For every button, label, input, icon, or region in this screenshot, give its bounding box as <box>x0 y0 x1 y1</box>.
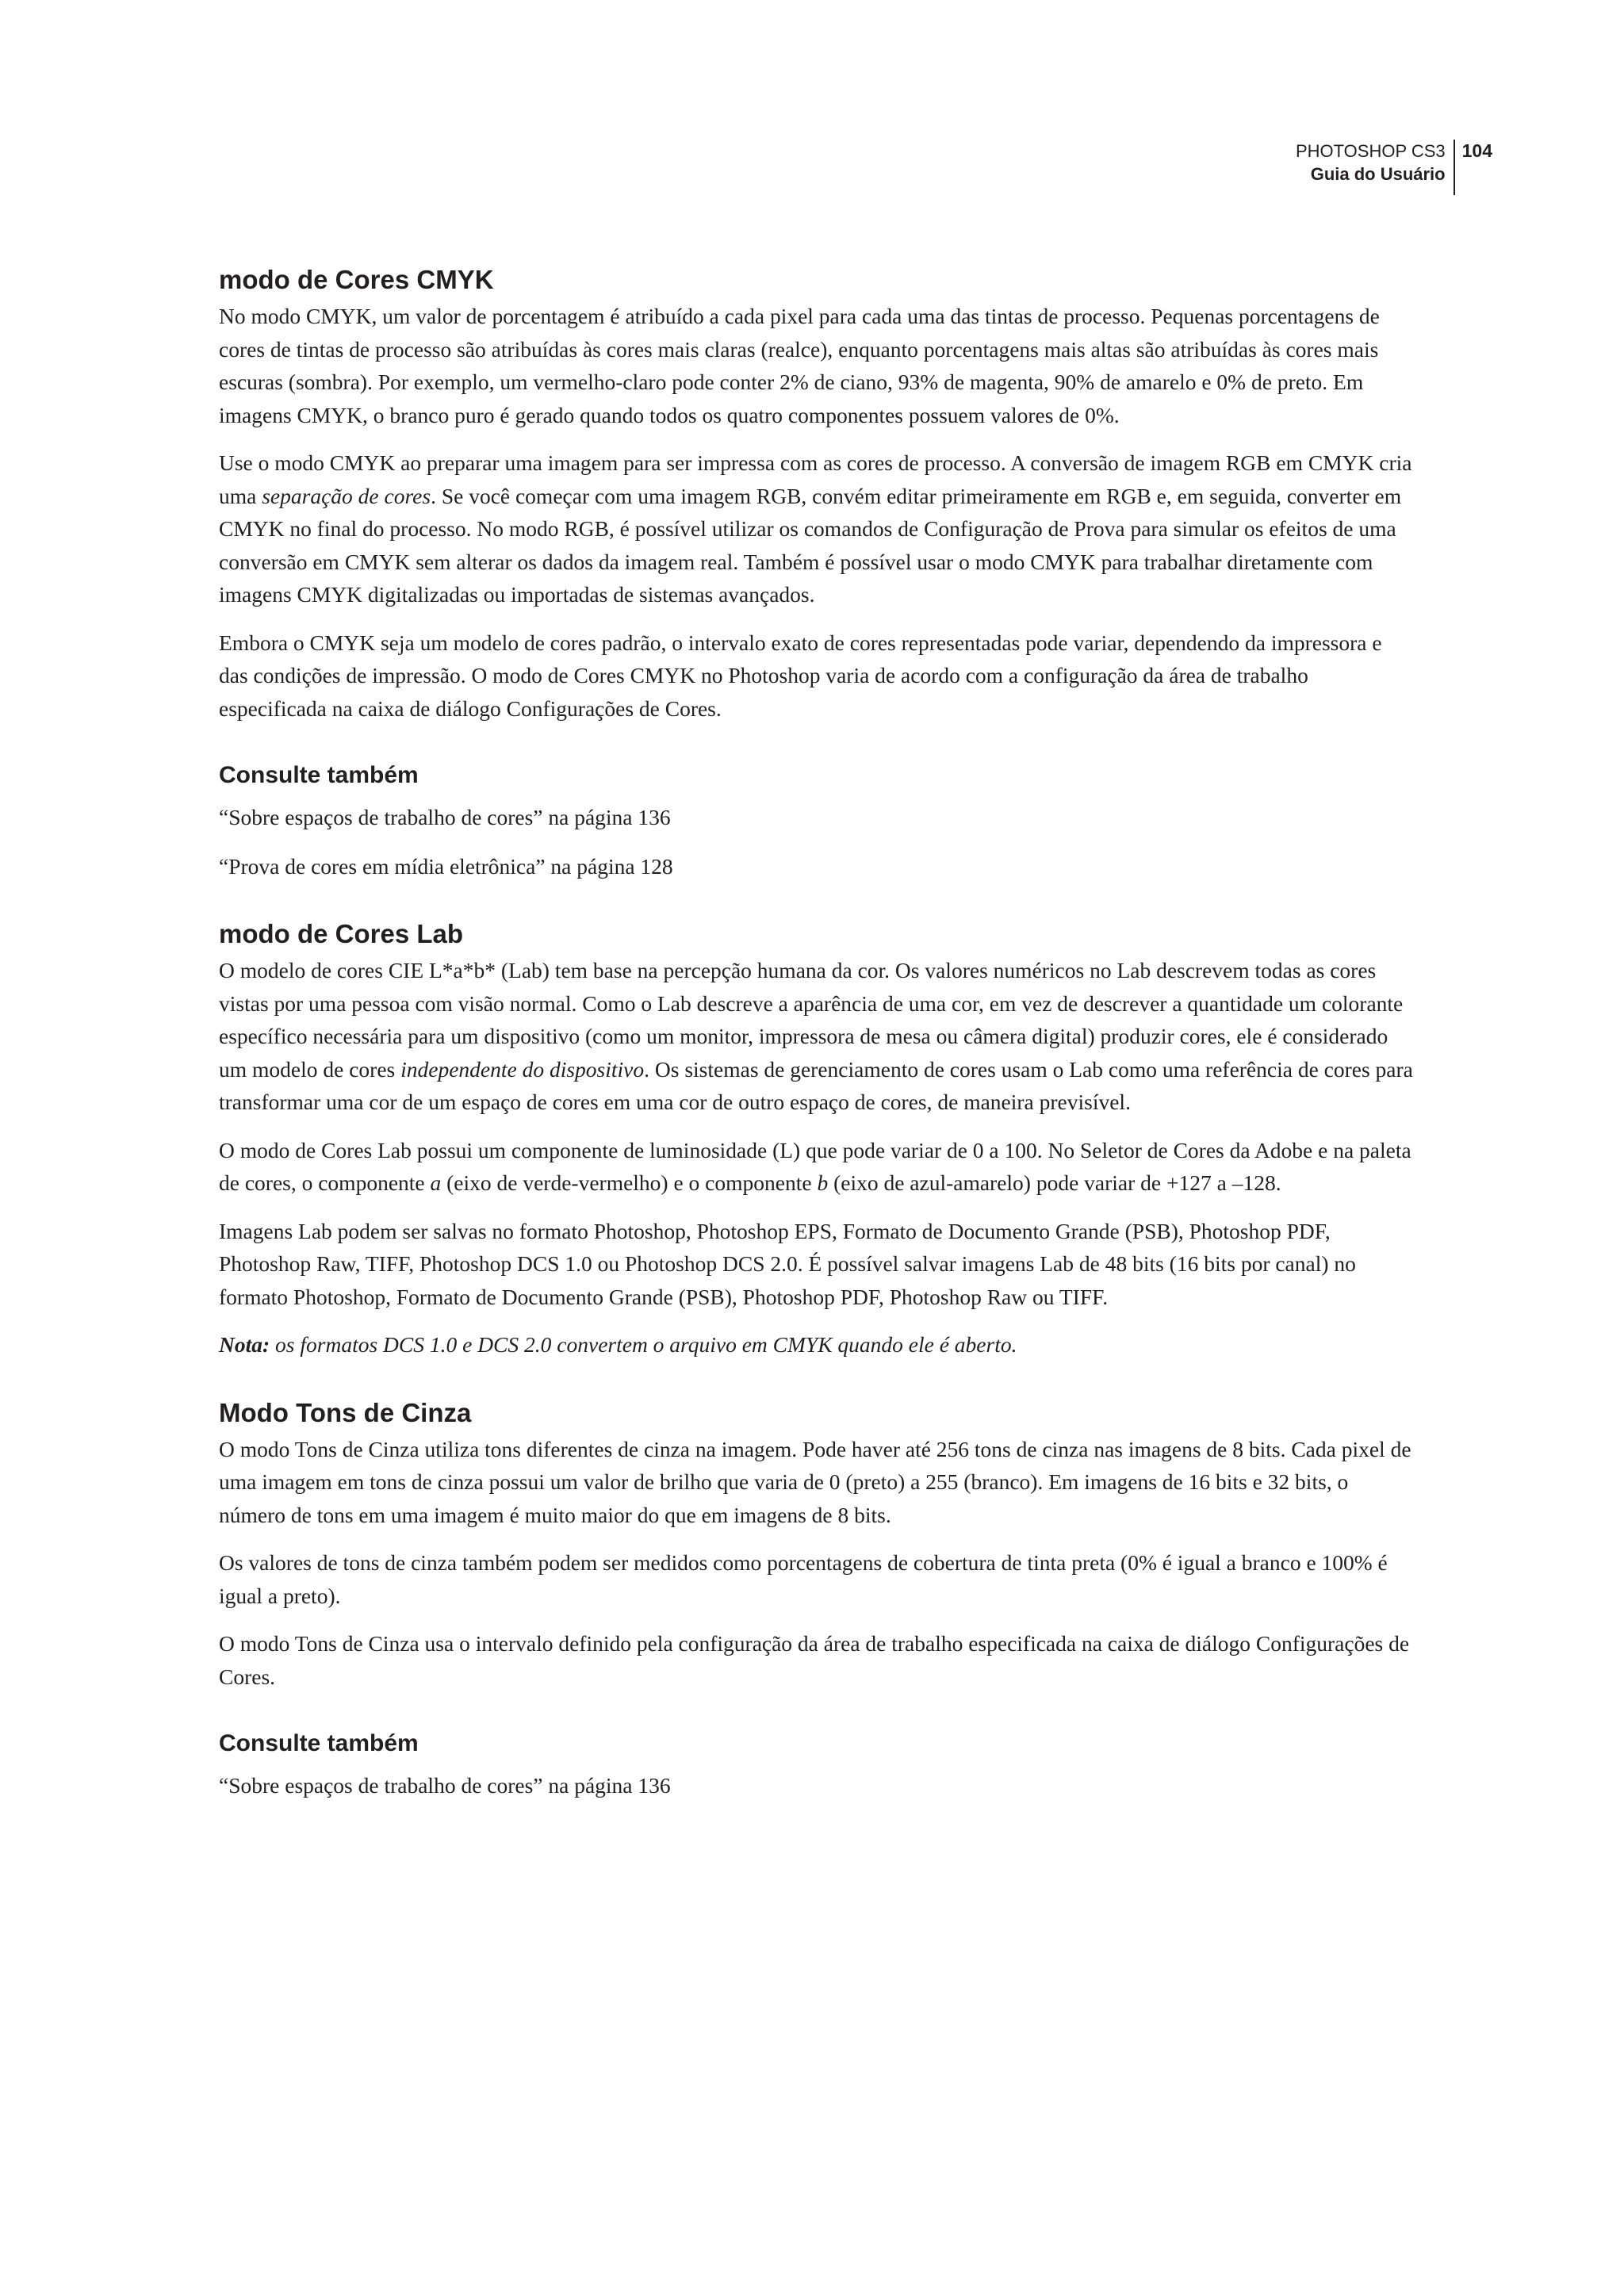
text-run: O modelo de cores CIE L*a*b* (Lab) tem base na percepção humana da cor. Os valores numéricos no Lab descrevem todas as cores vistas por uma pessoa com visão normal. Como o Lab descreve a aparência de uma cor, em vez de descrever a quantidade um colorante específico necessária para um dispositivo (como um monitor, impressora de mesa ou câmera digital) produzir cores, ele é considerado um modelo de cores <box>219 958 1404 1082</box>
paragraph: O modo Tons de Cinza usa o intervalo definido pela configuração da área de trabalho especificada na caixa de diálogo Configurações de Cores. <box>219 1631 1410 1689</box>
text-run: Use o modo CMYK ao preparar uma imagem para ser impressa com as cores de processo. A conversão de imagem RGB em CMYK cria uma <box>219 450 1412 508</box>
emphasis-text: a <box>430 1170 442 1195</box>
note-text: os formatos DCS 1.0 e DCS 2.0 convertem o arquivo em CMYK quando ele é aberto. <box>270 1332 1017 1357</box>
emphasis-text: independente do dispositivo <box>400 1056 645 1082</box>
emphasis-text: separação de cores <box>262 483 431 508</box>
text-run: . Se você começar com uma imagem RGB, convém editar primeiramente em RGB e, em seguida, converter em CMYK no final do processo. No modo RGB, é possível utilizar os comandos de Configuração de Prova para simular os efeitos de uma conversão em CMYK sem alterar os dados da imagem real. Também é possível usar o modo CMYK para trabalhar diretamente com imagens CMYK digitalizadas ou importadas de sistemas avançados. <box>219 483 1402 607</box>
cross-reference-link[interactable]: “Sobre espaços de trabalho de cores” na página 136 <box>219 805 671 829</box>
paragraph <box>219 1134 1416 1200</box>
paragraph: Os valores de tons de cinza também podem ser medidos como porcentagens de cobertura de tinta preta (0% é igual a branco e 100% é igual a preto). <box>219 1550 1388 1608</box>
section-title-lab: modo de Cores Lab <box>219 919 464 948</box>
guide-name: Guia do Usuário <box>1310 164 1446 184</box>
see-also-title: Consulte também <box>219 1730 419 1756</box>
section-cmyk <box>219 263 1416 725</box>
text-run: . Os sistemas de gerenciamento de cores usam o Lab como uma referência de cores para transformar uma cor de um espaço de cores em uma cor de outro espaço de cores, de maneira previsível. <box>219 1056 1413 1114</box>
running-head <box>1296 140 1492 195</box>
section-title-cmyk: modo de Cores CMYK <box>219 265 494 294</box>
running-head-text <box>1296 140 1454 186</box>
text-run: (eixo de azul-amarelo) pode variar de +127 a –128. <box>828 1170 1281 1195</box>
section-lab <box>219 917 1416 1361</box>
note <box>219 1328 1416 1361</box>
paragraph: O modo Tons de Cinza utiliza tons diferentes de cinza na imagem. Pode haver até 256 tons de cinza nas imagens de 8 bits. Cada pixel de uma imagem em tons de cinza possui um valor de brilho que varia de 0 (preto) a 255 (branco). Em imagens de 16 bits e 32 bits, o número de tons em uma imagem é muito maior do que em imagens de 8 bits. <box>219 1436 1411 1527</box>
see-also-grayscale <box>219 1728 1416 1802</box>
text-run: O modo de Cores Lab possui um componente de luminosidade (L) que pode variar de 0 a 100. No Seletor de Cores da Adobe e na paleta de cores, o componente <box>219 1137 1411 1195</box>
section-title-grayscale: Modo Tons de Cinza <box>219 1397 472 1427</box>
paragraph: No modo CMYK, um valor de porcentagem é atribuído a cada pixel para cada uma das tintas de processo. Pequenas porcentagens de cores de tintas de processo são atribuídas às cores mais claras (realce), enquanto porcentagens mais altas são atribuídas às cores mais escuras (sombra). Por exemplo, um vermelho-claro pode conter 2% de ciano, 93% de magenta, 90% de amarelo e 0% de preto. Em imagens CMYK, o branco puro é gerado quando todos os quatro componentes possuem valores de 0%. <box>219 304 1380 427</box>
section-grayscale <box>219 1396 1416 1694</box>
paragraph <box>219 446 1416 611</box>
cross-reference-link[interactable]: “Prova de cores em mídia eletrônica” na página 128 <box>219 853 673 879</box>
emphasis-text: b <box>817 1170 829 1195</box>
see-also-title: Consulte também <box>219 762 419 788</box>
see-also-cmyk <box>219 760 1416 883</box>
note-label: Nota: <box>219 1332 270 1357</box>
paragraph: Imagens Lab podem ser salvas no formato Photoshop, Photoshop EPS, Formato de Documento Grande (PSB), Photoshop PDF, Photoshop Raw, TIFF, Photoshop DCS 1.0 ou Photoshop DCS 2.0. É possível salvar imagens Lab de 48 bits (16 bits por canal) no formato Photoshop, Formato de Documento Grande (PSB), Photoshop PDF, Photoshop Raw ou TIFF. <box>219 1218 1356 1309</box>
text-run: (eixo de verde-vermelho) e o componente <box>441 1170 818 1195</box>
page-number: 104 <box>1461 140 1492 161</box>
product-name: PHOTOSHOP CS3 <box>1295 141 1446 161</box>
paragraph: Embora o CMYK seja um modelo de cores padrão, o intervalo exato de cores representadas pode variar, dependendo da impressora e das condições de impressão. O modo de Cores CMYK no Photoshop varia de acordo com a configuração da área de trabalho especificada na caixa de diálogo Configurações de Cores. <box>219 630 1382 721</box>
paragraph <box>219 954 1416 1119</box>
cross-reference-link[interactable]: “Sobre espaços de trabalho de cores” na página 136 <box>219 1773 671 1798</box>
main-content <box>219 263 1416 1837</box>
